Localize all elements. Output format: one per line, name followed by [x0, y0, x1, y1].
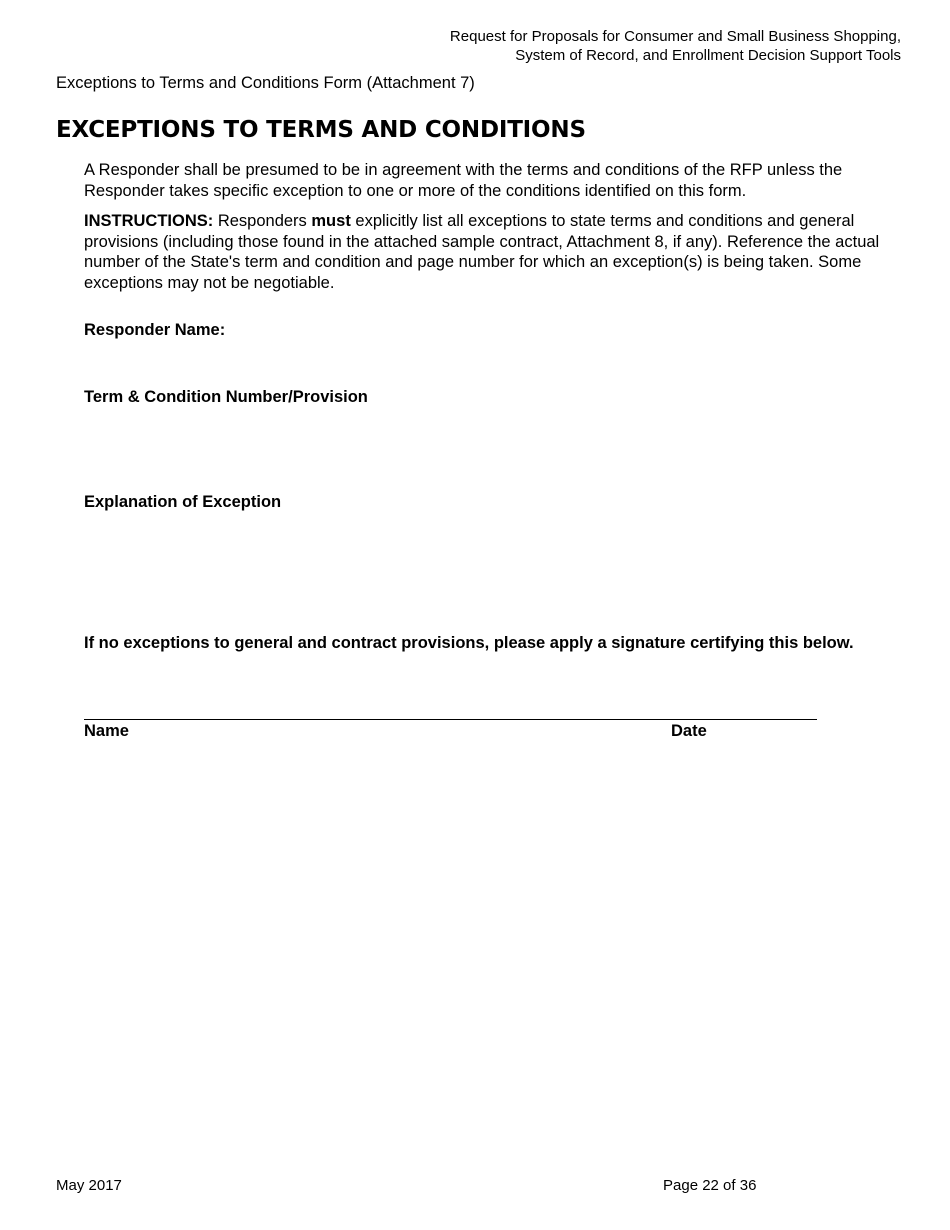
responder-name-label: Responder Name:: [84, 321, 226, 339]
instructions-text-before: Responders: [213, 212, 312, 230]
form-attachment-label: Exceptions to Terms and Conditions Form (Attachment 7): [56, 74, 475, 92]
intro-paragraph: A Responder shall be presumed to be in agreement with the terms and conditions of the RFP unless the Responder takes specific exception to one or more of the conditions identified on this form.: [84, 161, 843, 200]
certification-statement: If no exceptions to general and contract provisions, please apply a signature certifying this below.: [84, 634, 854, 652]
signature-name-label: Name: [84, 722, 129, 740]
footer-date: May 2017: [56, 1177, 122, 1194]
running-header: [450, 27, 901, 65]
instructions-paragraph: [84, 211, 914, 293]
instructions-text-after: explicitly list all exceptions to state terms and conditions and general provisions (including those found in the attached sample contract, Attachment 8, if any). Reference the actual number of the State's term and condition and page number for which an exception(s) is being taken. Some exceptions may not be negotiable.: [84, 212, 880, 292]
signature-date-label: Date: [671, 722, 707, 740]
footer-page-number: Page 22 of 36: [663, 1177, 757, 1194]
instructions-label: INSTRUCTIONS:: [84, 212, 214, 230]
header-line-1: Request for Proposals for Consumer and Small Business Shopping,: [449, 28, 901, 45]
page-title: EXCEPTIONS TO TERMS AND CONDITIONS: [56, 117, 586, 143]
term-condition-label: Term & Condition Number/Provision: [84, 388, 368, 406]
header-line-2: System of Record, and Enrollment Decision Support Tools: [515, 47, 901, 64]
signature-line: [84, 719, 817, 720]
instructions-emphasis: must: [311, 212, 351, 230]
explanation-label: Explanation of Exception: [84, 493, 282, 511]
